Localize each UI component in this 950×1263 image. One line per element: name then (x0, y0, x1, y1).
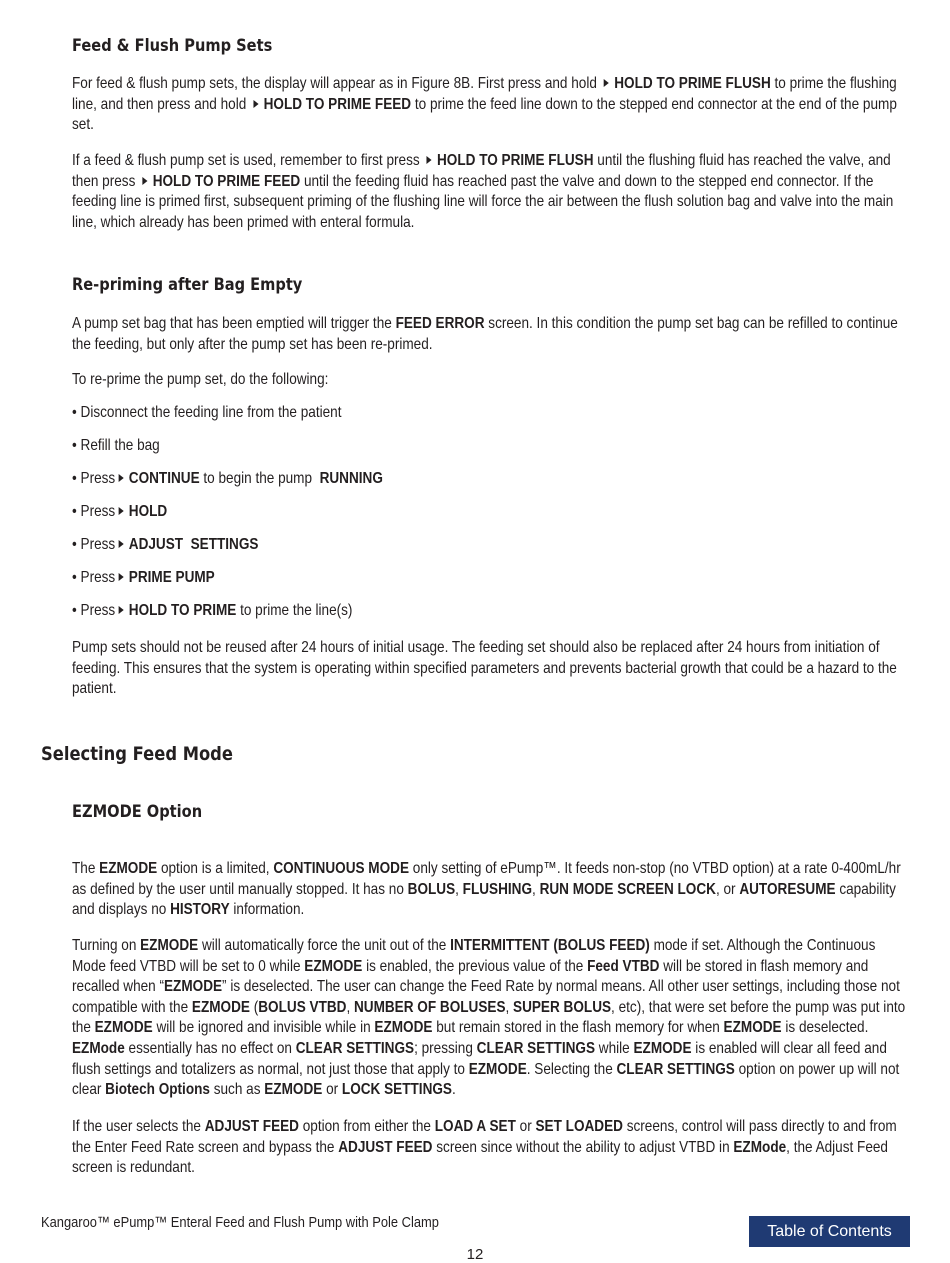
text-run: option on power up will not clear (72, 1060, 900, 1099)
bold-term: CLEAR SETTINGS (616, 1060, 735, 1078)
text-run: ; pressing (414, 1039, 477, 1057)
bold-term: EZMODE (191, 998, 250, 1016)
paragraph-feed-flush-1 (72, 74, 912, 136)
text-run: will be ignored and invisible while in (152, 1019, 375, 1037)
bold-term: SUPER BOLUS (513, 998, 612, 1016)
triangle-right-icon (143, 177, 148, 185)
text-run: A pump set bag that has been emptied will trigger the (72, 315, 396, 332)
triangle-right-icon (427, 156, 432, 164)
bold-term: NUMBER OF BOLUSES (353, 998, 506, 1016)
triangle-right-icon (604, 79, 609, 87)
text-run: , (346, 998, 354, 1016)
text-run: , (532, 880, 540, 898)
text-run: to prime the flushing line, and then press and hold (72, 75, 897, 113)
text-run: , (505, 998, 514, 1016)
text-run: ” is deselected. The user can change the Feed Rate by normal means. All other user settings, including those not compatible with the (72, 978, 900, 1016)
bold-term: RUNNING (319, 470, 383, 487)
text-run: • Press (72, 536, 116, 553)
bold-term: INTERMITTENT (BOLUS FEED) (450, 937, 650, 954)
text-run: until the feeding fluid has reached past the valve and down to the stepped end connector. If the feeding line is primed first, subsequent priming of the flushing line will force the air between the flush solution bag and valve into the main line, which already has been primed with enteral formula. (72, 172, 894, 231)
bold-term: CLEAR SETTINGS (476, 1039, 596, 1057)
triangle-right-icon (119, 507, 124, 515)
text-run: , the Adjust Feed screen is redundant. (72, 1138, 888, 1177)
triangle-right-icon (119, 474, 124, 482)
bold-term: FEED ERROR (395, 315, 485, 332)
bold-term: HISTORY (170, 901, 230, 919)
text-run: but remain stored in the flash memory for when (432, 1019, 724, 1037)
bold-term: HOLD TO PRIME FLUSH (436, 152, 594, 169)
triangle-right-icon (119, 540, 124, 548)
paragraph-feed-flush-2 (72, 151, 912, 233)
bold-term: Biotech Options (105, 1081, 210, 1099)
text-run: screen. In this condition the pump set bag can be refilled to continue the feeding, but only after the pump set has been re-primed. (72, 315, 898, 353)
table-of-contents-button[interactable] (749, 1216, 910, 1247)
table-of-contents-label: Table of Contents (767, 1222, 892, 1240)
text-run: • Press (72, 470, 116, 487)
bold-term: HOLD TO PRIME FEED (263, 95, 412, 113)
text-run: . Selecting the (526, 1060, 617, 1078)
triangle-right-icon (119, 606, 124, 614)
bold-term: EZMODE (264, 1081, 323, 1099)
list-item (72, 469, 912, 489)
text-run: , (455, 880, 463, 898)
text-run: , or (715, 880, 740, 898)
bold-term: EZMode (733, 1138, 787, 1156)
bold-term: ADJUST FEED (204, 1118, 299, 1135)
paragraph-ezmode-3 (72, 1117, 912, 1179)
text-run: option from either the (298, 1118, 435, 1135)
bold-term: CLEAR SETTINGS (295, 1039, 415, 1057)
paragraph-ezmode-2 (72, 936, 912, 1101)
bold-term: CONTINUOUS MODE (273, 860, 410, 877)
page-number: 12 (466, 1246, 484, 1263)
text-run: is enabled will clear all feed and flush settings and totalizers as normal, not just those that apply to (72, 1039, 887, 1078)
text-run: while (595, 1039, 634, 1057)
list-item (72, 535, 912, 555)
list-item (72, 502, 912, 522)
bold-term: EZMODE (468, 1060, 527, 1078)
bold-term: EZMODE (164, 978, 223, 996)
text-run: to prime the feed line down to the stepped end connector at the end of the pump set. (72, 95, 897, 134)
bold-term: HOLD TO PRIME FLUSH (614, 75, 771, 92)
text-run: such as (209, 1081, 265, 1099)
bold-term: RUN MODE SCREEN LOCK (539, 880, 716, 898)
text-run: information. (229, 901, 305, 919)
bold-term: EZMODE (99, 860, 158, 877)
text-run: The (72, 860, 100, 877)
bold-term: BOLUS VTBD (258, 998, 347, 1016)
text-run: ( (249, 998, 259, 1016)
list-item (72, 601, 912, 621)
bold-term: EZMODE (94, 1019, 153, 1037)
text-run: mode if set. Although the Continuous Mode feed VTBD will be set to 0 while (72, 937, 876, 975)
triangle-right-icon (253, 100, 258, 108)
text-run: is deselected. (781, 1019, 869, 1037)
bold-term: CONTINUE (128, 470, 200, 487)
list-item (72, 568, 912, 588)
bold-term: LOAD A SET (434, 1118, 516, 1135)
bold-term: FLUSHING (462, 880, 533, 898)
text-run: until the flushing fluid has reached the valve, and then press (72, 152, 891, 190)
subsection-heading-ezmode: EZMODE Option (72, 802, 203, 822)
text-run: screens, control will pass directly to and from the Enter Feed Rate screen and bypass the (72, 1118, 897, 1156)
text-run: • Press (72, 503, 116, 520)
text-run: or (515, 1118, 536, 1135)
text-run: • Press (72, 569, 116, 586)
bold-term: EZMODE (633, 1039, 692, 1057)
text-run: will automatically force the unit out of the (198, 937, 451, 954)
section-heading-feed-mode: Selecting Feed Mode (41, 743, 233, 765)
paragraph-repriming-intro: To re-prime the pump set, do the following: (72, 371, 329, 388)
text-run: If a feed & flush pump set is used, remember to first press (72, 152, 424, 169)
text-run: will be stored in flash memory and recalled when “ (72, 957, 869, 996)
bold-term: BOLUS (407, 880, 456, 898)
text-run: is enabled, the previous value of the (362, 957, 588, 975)
paragraph-repriming-last: Pump sets should not be reused after 24 hours of initial usage. The feeding set should also be replaced after 24 hours from initiation of feeding. This ensures that the system is operating within specified parameters and prevents bacterial growth that could be a hazard to the patient. (72, 639, 897, 698)
bold-term: HOLD TO PRIME (128, 602, 237, 619)
text-run: screen since without the ability to adjust VTBD in (432, 1138, 734, 1156)
bold-term: EZMode (72, 1039, 125, 1057)
text-run: or (322, 1081, 342, 1099)
list-item: • Refill the bag (72, 437, 160, 454)
triangle-right-icon (119, 573, 124, 581)
list-item: • Disconnect the feeding line from the patient (72, 404, 342, 421)
bold-term: EZMODE (723, 1019, 782, 1037)
bold-term: EZMODE (304, 957, 363, 975)
text-run: only setting of ePump™. It feeds non-stop (no VTBD option) at a rate 0-400mL/hr as defined by the user until manually stopped. It has no (72, 860, 901, 898)
bold-term: PRIME PUMP (128, 569, 215, 586)
text-run: For feed & flush pump sets, the display will appear as in Figure 8B. First press and hold (72, 75, 601, 92)
bold-term: HOLD TO PRIME FEED (152, 172, 301, 190)
text-run: essentially has no effect on (124, 1039, 296, 1057)
text-run: to begin the pump (199, 470, 316, 487)
text-run: . (451, 1081, 456, 1099)
text-run: to prime the line(s) (236, 602, 353, 619)
bold-term: SET LOADED (535, 1118, 623, 1135)
text-run: capability and displays no (72, 880, 896, 919)
bold-term: ADJUST SETTINGS (128, 536, 259, 553)
bold-term: EZMODE (140, 937, 199, 954)
footer-product-name: Kangaroo™ ePump™ Enteral Feed and Flush Pump with Pole Clamp (41, 1214, 439, 1231)
text-run: • Press (72, 602, 116, 619)
text-run: Turning on (72, 937, 141, 954)
bold-term: LOCK SETTINGS (341, 1081, 452, 1099)
section-heading-repriming: Re-priming after Bag Empty (72, 275, 303, 295)
text-run: , etc), that were set before the pump was put into the (72, 998, 906, 1037)
paragraph-repriming-1 (72, 314, 912, 355)
bold-term: HOLD (128, 503, 168, 520)
bold-term: ADJUST FEED (338, 1138, 433, 1156)
bold-term: EZMODE (374, 1019, 433, 1037)
text-run: option is a limited, (157, 860, 274, 877)
bold-term: AUTORESUME (739, 880, 836, 898)
section-heading-feed-flush: Feed & Flush Pump Sets (72, 36, 273, 56)
text-run: If the user selects the (72, 1118, 205, 1135)
paragraph-ezmode-1 (72, 859, 912, 921)
bold-term: Feed VTBD (587, 957, 660, 975)
